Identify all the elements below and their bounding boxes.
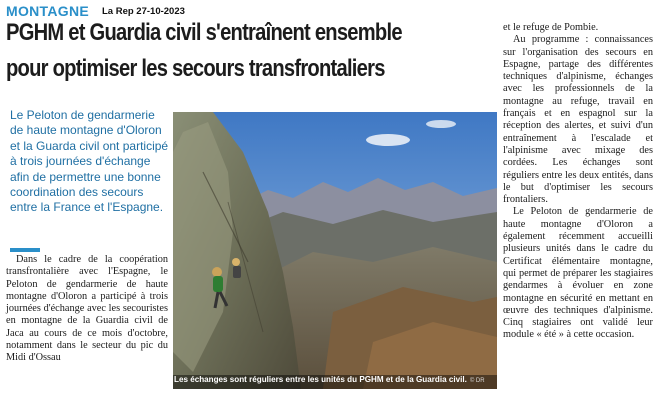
headline-line-1: PGHM et Guardia civil s'entraînent ensemble (6, 19, 402, 46)
accent-bar (10, 248, 40, 252)
dateline: La Rep 27-10-2023 (102, 6, 185, 17)
body-column-2 (503, 22, 653, 342)
section-label: MONTAGNE (6, 3, 90, 19)
lede-paragraph: Le Peloton de gendarmerie de haute montagne d'Oloron et la Guarda civil ont participé à trois journées d'échange afin de permettre une bonne coordination des secours entre la France et l'Espagne. (10, 108, 169, 215)
body-paragraph: Dans le cadre de la coopération transfrontalière avec l'Espagne, le Peloton de gendarmerie de haute montagne d'Oloron a participé à trois journées d'échange avec les secouristes en montagne de la Guardia civil de Jaca au cours de ce mois d'octobre, notamment dans le secteur du pic du Midi d'Ossau (6, 254, 168, 364)
headline-line-2: pour optimiser les secours transfrontaliers (6, 55, 385, 82)
caption-text: Les échanges sont réguliers entre les unités du PGHM et de la Guardia civil. (174, 375, 467, 384)
body-paragraph: Au programme : connaissances sur l'organisation des secours en Espagne, partage des différentes techniques d'alpinisme, échanges avec les professionnels de la montagne au refuge, travail en français et en espagnol sur la réception des alertes, et suivi d'un entraînement à l'escalade et l'alpinisme avec mixage des cordées. Les échanges sont réguliers entre les deux entités, dans le but d'optimiser les secours frontaliers. (503, 34, 653, 206)
climbers-mountain-image (173, 112, 497, 389)
photo-credit: © DR (469, 378, 485, 384)
article-photo (173, 112, 497, 389)
body-paragraph: Le Peloton de gendarmerie de haute montagne d'Oloron a également récemment accueilli plusieurs unités dans le cadre du Certificat élémentaire montagne, qui permet de préparer les stagiaires gendarmes à évoluer en zone montagne en sécurité en mettant en œuvre des techniques d'alpinisme. Cinq stagiaires ont validé leur module « été » à cette occasion. (503, 206, 653, 341)
body-paragraph: et le refuge de Pombie. (503, 22, 599, 33)
photo-caption (174, 375, 496, 384)
body-column-1 (6, 254, 168, 365)
